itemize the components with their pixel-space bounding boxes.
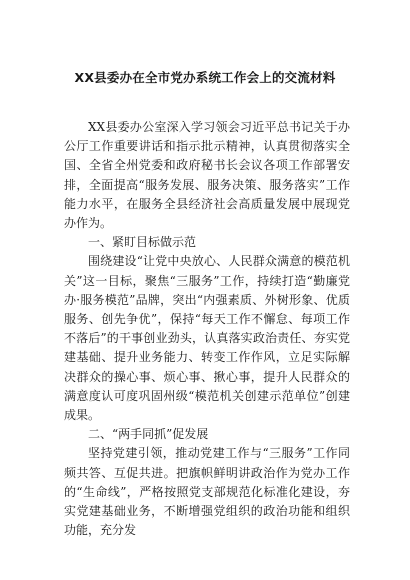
section-1-paragraph: 围绕建设“让党中央放心、人民群众满意的模范机关”这一目标，聚焦“三服务”工作，持续打造“勤廉党办·服务模范”品牌，突出“内强素质、外树形象、优质服务、创先争优”，保持“每天工作不懈怠、每项工作不落后”的干事创业劲头，认真落实政治责任、夯实党建基础、提升业务能力、转变工作作风，立足实际解决群众的操心事、烦心事、揪心事，提升人民群众的满意度认可度巩固州级“模范机关创建示范单位”创建成果。 <box>64 254 350 423</box>
section-2-paragraph: 坚持党建引领，推动党建工作与“三服务”工作同频共答、互促共进。把旗帜鲜明讲政治作为党办工作的“生命线”，严格按照党支部规范化标准化建设，夯实党建基础业务，不断增强党组织的政治功能和组织功能，充分发 <box>64 446 350 538</box>
intro-paragraph: XX县委办公室深入学习领会习近平总书记关于办公厅工作重要讲话和指示批示精神，认真贯彻落实全国、全省全州党委和政府秘书长会议各项工作部署安排，全面提高“服务发展、服务决策、服务落实”工作能力水平，在服务全县经济社会高质量发展中展现党办作为。 <box>64 120 350 231</box>
document-title: XX县委办在全市党办系统工作会上的交流材料 <box>74 70 336 85</box>
section-1-heading: 一、紧盯目标做示范 <box>88 235 197 250</box>
document-body <box>64 118 350 540</box>
section-2-heading: 二、“两手同抓”促发展 <box>88 427 209 442</box>
